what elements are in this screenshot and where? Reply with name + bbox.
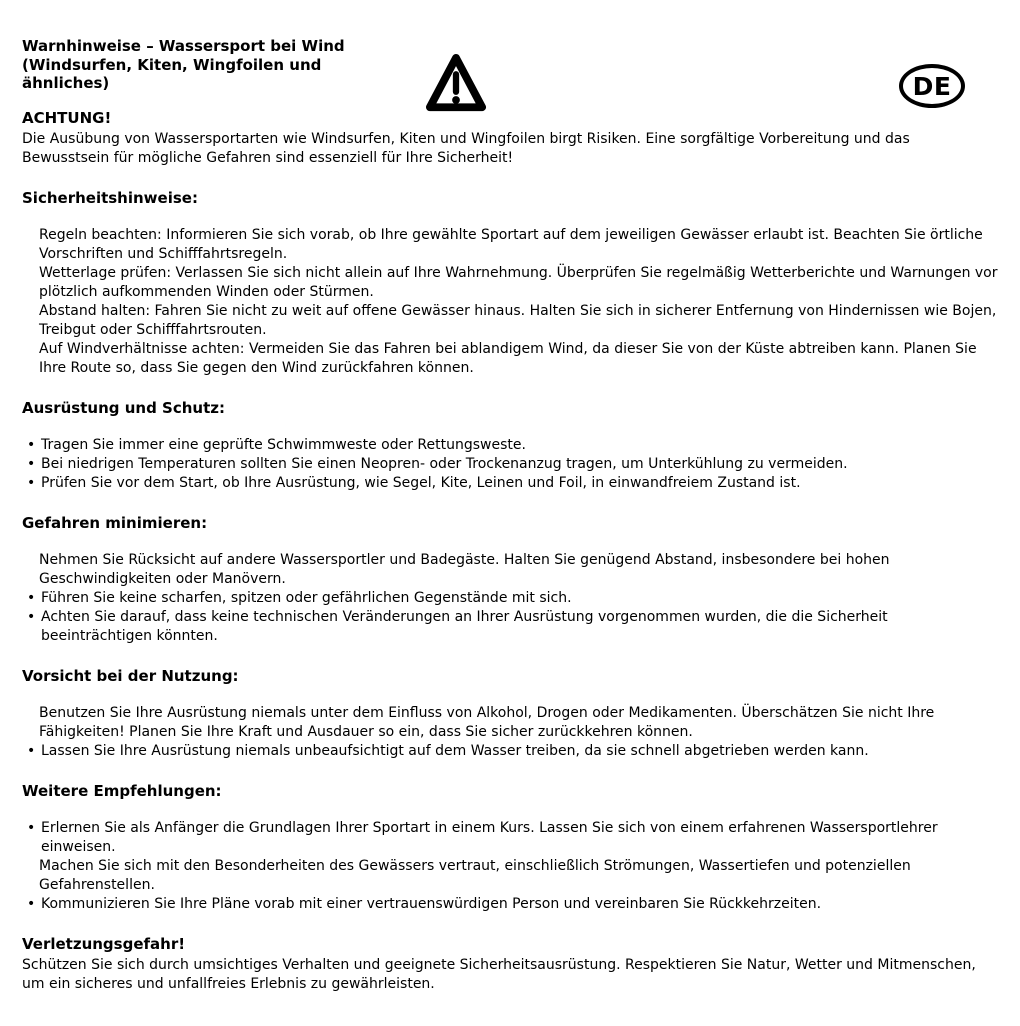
- section-heading: Verletzungsgefahr!: [22, 934, 186, 953]
- list-item: • Achten Sie darauf, dass keine technischen Veränderungen an Ihrer Ausrüstung vorgenommen wurden, die die Sicherheit beeinträchtigen könnten.: [22, 608, 998, 646]
- bullet-icon: [27, 895, 41, 914]
- list-item: Auf Windverhältnisse achten: Vermeiden Sie das Fahren bei ablandigem Wind, da dieser Sie von der Küste abtreiben kann. Planen Sie Ihre Route so, dass Sie gegen den Wind zurückfahren können.: [39, 340, 977, 376]
- section-heading: Sicherheitshinweise:: [22, 188, 198, 207]
- language-badge-label: DE: [912, 71, 952, 101]
- document-title: [22, 37, 412, 93]
- list-item: • Bei niedrigen Temperaturen sollten Sie einen Neopren- oder Trockenanzug tragen, um Unterkühlung zu vermeiden.: [22, 455, 998, 474]
- section-heading: ACHTUNG!: [22, 108, 112, 127]
- section-gefahren-minimieren: [22, 514, 998, 646]
- list-item: • Führen Sie keine scharfen, spitzen oder gefährlichen Gegenstände mit sich.: [22, 589, 998, 608]
- list-item: • Prüfen Sie vor dem Start, ob Ihre Ausrüstung, wie Segel, Kite, Leinen und Foil, in einwandfreiem Zustand ist.: [22, 474, 998, 493]
- list-item: Nehmen Sie Rücksicht auf andere Wassersportler und Badegäste. Halten Sie genügend Abstand, insbesondere bei hohen Geschwindigkeiten oder Manövern.: [39, 551, 890, 587]
- bullet-icon: [27, 819, 41, 838]
- list-item: Machen Sie sich mit den Besonderheiten des Gewässers vertraut, einschließlich Strömungen, Wassertiefen und potenziellen Gefahrenstellen.: [39, 857, 911, 893]
- section-achtung: [22, 109, 998, 168]
- warning-triangle-icon: [425, 53, 487, 115]
- section-ausruestung-und-schutz: [22, 399, 998, 493]
- list-item: • Tragen Sie immer eine geprüfte Schwimmweste oder Rettungsweste.: [22, 436, 998, 455]
- list-item: Regeln beachten: Informieren Sie sich vorab, ob Ihre gewählte Sportart auf dem jeweiligen Gewässer erlaubt ist. Beachten Sie örtliche Vorschriften und Schifffahrtsregeln.: [39, 226, 983, 262]
- section-heading: Weitere Empfehlungen:: [22, 781, 222, 800]
- paragraph: Schützen Sie sich durch umsichtiges Verhalten und geeignete Sicherheitsausrüstung. Respektieren Sie Natur, Wetter und Mitmenschen, um ein sicheres und unfallfreies Erlebnis zu gewährleisten.: [22, 956, 976, 992]
- document-title-line2: (Windsurfen, Kiten, Wingfoilen und ähnliches): [22, 55, 322, 92]
- document-title-line1: Warnhinweise – Wassersport bei Wind: [22, 37, 345, 55]
- section-weitere-empfehlungen: [22, 782, 998, 914]
- bullet-icon: [27, 455, 41, 474]
- bullet-icon: [27, 742, 41, 761]
- document-header: [22, 37, 998, 101]
- list-item: Abstand halten: Fahren Sie nicht zu weit auf offene Gewässer hinaus. Halten Sie sich in sicherer Entfernung von Hindernissen wie Bojen, Treibgut oder Schifffahrtsrouten.: [39, 302, 997, 338]
- list-item: • Erlernen Sie als Anfänger die Grundlagen Ihrer Sportart in einem Kurs. Lassen Sie sich von einem erfahrenen Wassersportlehrer einweisen.: [22, 819, 998, 857]
- section-heading: Ausrüstung und Schutz:: [22, 398, 225, 417]
- section-heading: Vorsicht bei der Nutzung:: [22, 666, 239, 685]
- bullet-icon: [27, 474, 41, 493]
- list-item: • Kommunizieren Sie Ihre Pläne vorab mit einer vertrauenswürdigen Person und vereinbaren Sie Rückkehrzeiten.: [22, 895, 998, 914]
- section-vorsicht-bei-der-nutzung: [22, 667, 998, 761]
- section-sicherheitshinweise: [22, 189, 998, 378]
- list-item: Wetterlage prüfen: Verlassen Sie sich nicht allein auf Ihre Wahrnehmung. Überprüfen Sie regelmäßig Wetterberichte und Warnungen vor plötzlich aufkommenden Winden oder Stürmen.: [39, 264, 998, 300]
- bullet-icon: [27, 608, 41, 627]
- language-badge: [899, 64, 965, 108]
- bullet-icon: [27, 589, 41, 608]
- section-verletzungsgefahr: [22, 935, 998, 994]
- list-item: Benutzen Sie Ihre Ausrüstung niemals unter dem Einfluss von Alkohol, Drogen oder Medikamenten. Überschätzen Sie nicht Ihre Fähigkeiten! Planen Sie Ihre Kraft und Ausdauer so ein, dass Sie sicher zurückkehren können.: [39, 704, 935, 740]
- bullet-icon: [27, 436, 41, 455]
- list-item: • Lassen Sie Ihre Ausrüstung niemals unbeaufsichtigt auf dem Wasser treiben, da sie schnell abgetrieben werden kann.: [22, 742, 998, 761]
- paragraph: Die Ausübung von Wassersportarten wie Windsurfen, Kiten und Wingfoilen birgt Risiken. Eine sorgfältige Vorbereitung und das Bewusstsein für mögliche Gefahren sind essenziell für Ihre Sicherheit!: [22, 130, 910, 166]
- section-heading: Gefahren minimieren:: [22, 513, 208, 532]
